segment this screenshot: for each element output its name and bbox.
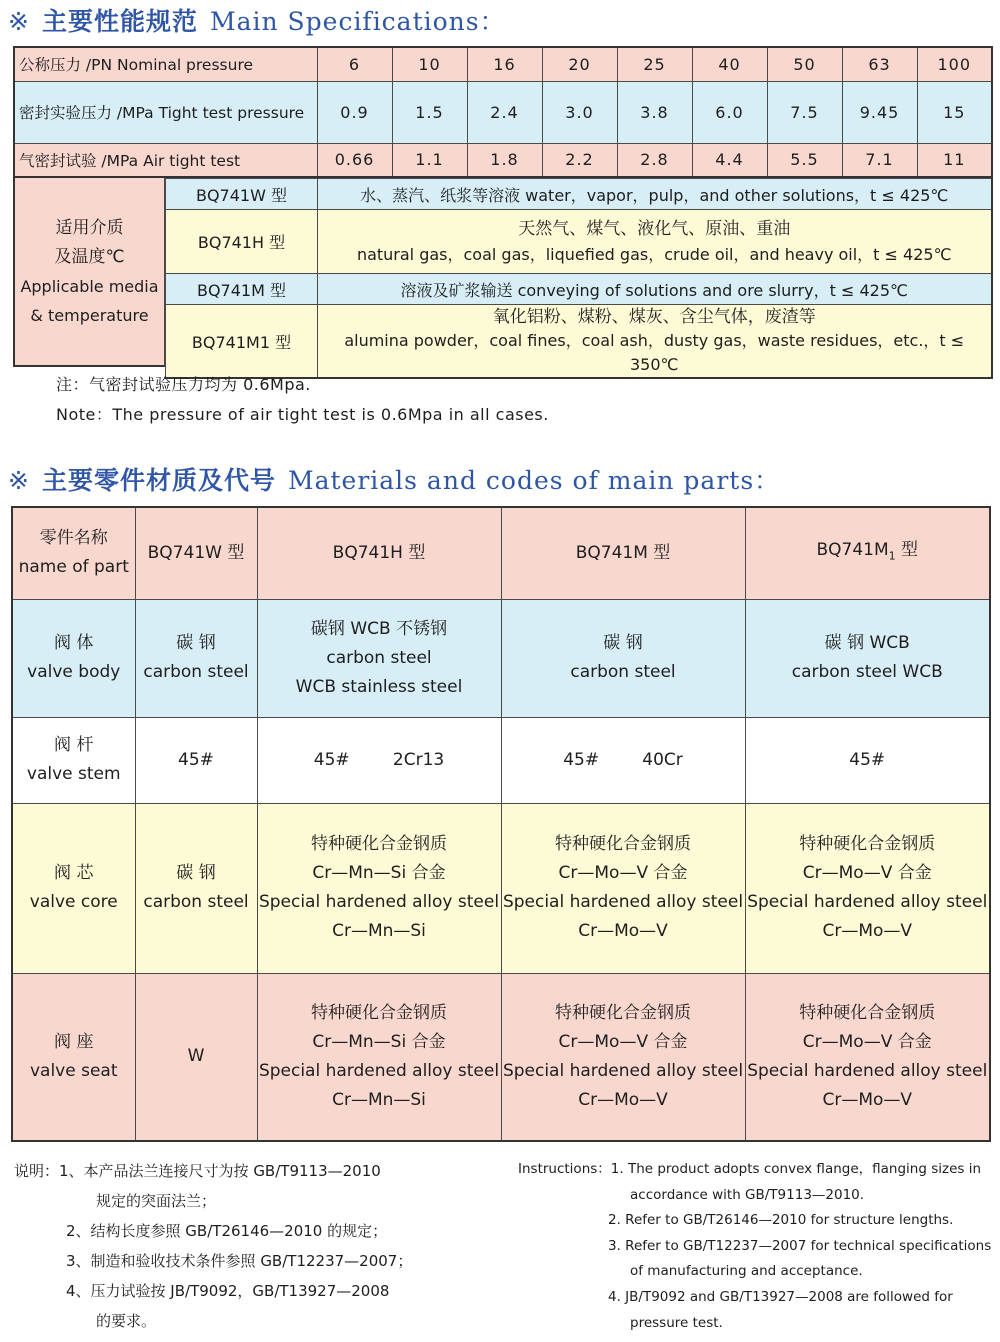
material-cell	[501, 717, 745, 803]
section-title-en: Main Specifications：	[209, 7, 506, 36]
material-cell	[745, 973, 990, 1141]
material-line: carbon steel	[143, 662, 249, 682]
media-desc: 溶液及矿浆输送 conveying of solutions and ore slurry，t ≤ 425℃	[318, 274, 992, 305]
mat-row-valve-stem	[12, 717, 990, 803]
spec-row-tight-test	[14, 81, 992, 143]
model-header-subscript: 1	[888, 549, 896, 563]
media-row-m	[166, 274, 992, 305]
part-name-cell	[12, 599, 135, 717]
material-line: Special hardened alloy steel	[258, 1060, 500, 1081]
spec-cell: 7.1	[842, 143, 917, 177]
model-header-base: BQ741M	[816, 540, 889, 561]
material-cell	[501, 599, 745, 717]
material-cell	[745, 717, 990, 803]
material-line: carbon steel	[570, 662, 676, 682]
media-label-cell	[13, 178, 165, 367]
spec-cell: 100	[917, 47, 992, 81]
section-title-zh: 主要性能规范	[41, 7, 198, 36]
mat-row-valve-seat	[12, 973, 990, 1141]
note-en: Note：The pressure of air tight test is 0.6Mpa in all cases.	[56, 405, 549, 424]
media-model: BQ741M1 型	[166, 305, 318, 379]
material-cell	[257, 717, 501, 803]
reference-mark: ※	[8, 7, 30, 36]
material-cell	[745, 599, 990, 717]
mat-row-valve-core	[12, 803, 990, 973]
material-line: 碳 钢	[603, 633, 643, 653]
instructions-en	[518, 1157, 991, 1336]
media-label: Applicable media	[20, 276, 159, 296]
mat-header-part	[12, 507, 135, 599]
media-row-w	[166, 179, 992, 210]
material-line: WCB stainless steel	[295, 676, 463, 697]
material-line: Cr—Mo—V 合金	[558, 863, 688, 883]
part-name-en: valve seat	[29, 1060, 118, 1081]
spec-cell: 1.1	[392, 143, 467, 177]
spec-cell: 2.4	[467, 81, 542, 143]
media-label: 适用介质	[55, 217, 124, 238]
material-cell	[257, 973, 501, 1141]
spec-cell: 3.8	[617, 81, 692, 143]
instruction-line: pressure test.	[630, 1314, 723, 1331]
spec-cell: 4.4	[692, 143, 767, 177]
spec-cell: 7.5	[767, 81, 842, 143]
material-line: Special hardened alloy steel	[747, 892, 988, 912]
spec-cell: 0.66	[317, 143, 392, 177]
materials-table	[11, 506, 991, 1142]
material-cell	[135, 599, 257, 717]
part-header-en: name of part	[18, 557, 129, 578]
material-line: 碳 钢	[176, 633, 216, 653]
media-label: & temperature	[30, 305, 149, 325]
part-name-zh: 阀 杆	[54, 735, 94, 755]
spec-label: 密封实验压力 /MPa Tight test pressure	[14, 81, 317, 143]
instruction-line: Instructions：1. The product adopts convex flange，flanging sizes in	[518, 1161, 982, 1177]
section-title-en: Materials and codes of main parts：	[287, 466, 781, 495]
spec-cell: 16	[467, 47, 542, 81]
material-line: 特种硬化合金钢质	[311, 1002, 447, 1023]
part-name-en: valve body	[27, 662, 121, 682]
spec-row-nominal	[14, 47, 992, 81]
section-title-zh: 主要零件材质及代号	[41, 466, 276, 495]
spec-cell: 1.5	[392, 81, 467, 143]
spec-table	[13, 46, 993, 178]
note-zh: 注：气密封试验压力均为 0.6Mpa.	[56, 375, 311, 394]
material-cell	[745, 803, 990, 973]
material-line: 45# 40Cr	[563, 749, 683, 770]
material-cell	[501, 803, 745, 973]
spec-cell: 6.0	[692, 81, 767, 143]
spec-cell: 2.2	[542, 143, 617, 177]
part-name-en: valve core	[29, 892, 118, 912]
instruction-line: of manufacturing and acceptance.	[630, 1263, 863, 1280]
instruction-line: 2、结构长度参照 GB/T26146—2010 的规定；	[66, 1222, 388, 1240]
spec-cell: 15	[917, 81, 992, 143]
part-header-zh: 零件名称	[39, 528, 108, 549]
material-line: carbon steel	[143, 892, 249, 912]
spec-cell: 3.0	[542, 81, 617, 143]
part-name-zh: 阀 芯	[54, 863, 94, 883]
reference-mark: ※	[8, 466, 30, 495]
spec-cell: 10	[392, 47, 467, 81]
model-header: BQ741H 型	[257, 507, 501, 599]
media-label: 及温度℃	[54, 246, 125, 267]
instruction-line: 的要求。	[96, 1312, 157, 1330]
material-line: 特种硬化合金钢质	[555, 834, 691, 854]
spec-cell: 25	[617, 47, 692, 81]
material-line: W	[187, 1046, 205, 1067]
media-desc-en: natural gas，coal gas，liquefied gas，crude oil，and heavy oil，t ≤ 425℃	[356, 244, 952, 264]
instruction-line: 4. JB/T9092 and GB/T13927—2008 are followed for	[608, 1288, 953, 1305]
material-line: Cr—Mn—Si	[332, 1089, 426, 1110]
instruction-line: 2. Refer to GB/T26146—2010 for structure lengths.	[608, 1212, 954, 1229]
section-title-specs	[8, 2, 506, 38]
spec-cell: 9.45	[842, 81, 917, 143]
material-line: Cr—Mo—V	[822, 921, 913, 941]
material-line: Special hardened alloy steel	[747, 1060, 988, 1081]
instruction-line: 4、压力试验按 JB/T9092，GB/T13927—2008	[66, 1282, 390, 1300]
material-cell	[257, 599, 501, 717]
material-line: Cr—Mn—Si	[332, 921, 426, 941]
model-header-suffix: 型	[895, 540, 919, 561]
media-model: BQ741W 型	[166, 179, 318, 210]
material-line: Cr—Mn—Si 合金	[312, 863, 446, 883]
mat-row-valve-body	[12, 599, 990, 717]
material-line: 45#	[849, 749, 886, 770]
part-name-en: valve stem	[26, 764, 121, 784]
mat-header-row	[12, 507, 990, 599]
material-cell	[135, 973, 257, 1141]
material-cell	[135, 717, 257, 803]
instruction-line: 3. Refer to GB/T12237—2007 for technical specifications	[608, 1237, 992, 1254]
media-desc-cell	[318, 210, 992, 274]
material-line: 特种硬化合金钢质	[311, 834, 447, 854]
spec-cell: 20	[542, 47, 617, 81]
spec-row-air-tight	[14, 143, 992, 177]
material-cell	[135, 803, 257, 973]
media-model: BQ741H 型	[166, 210, 318, 274]
spec-label: 气密封试验 /MPa Air tight test	[14, 143, 317, 177]
material-line: 碳 钢 WCB	[824, 633, 910, 653]
media-desc-zh: 氧化铝粉、煤粉、煤灰、含尘气体，废渣等	[492, 307, 816, 327]
part-name-cell	[12, 973, 135, 1141]
material-line: 特种硬化合金钢质	[555, 1002, 691, 1023]
media-table	[165, 178, 993, 379]
part-name-cell	[12, 803, 135, 973]
material-line: Cr—Mo—V 合金	[802, 863, 932, 883]
material-line: 碳钢 WCB 不锈钢	[310, 618, 448, 639]
material-cell	[501, 973, 745, 1141]
spec-cell: 0.9	[317, 81, 392, 143]
spec-cell: 1.8	[467, 143, 542, 177]
material-line: 45#	[178, 749, 214, 770]
media-row-m1	[166, 305, 992, 379]
section-title-materials	[8, 461, 780, 497]
part-name-zh: 阀 座	[54, 1031, 94, 1052]
model-header: BQ741W 型	[135, 507, 257, 599]
material-line: Cr—Mn—Si 合金	[312, 1031, 446, 1052]
instruction-line: 说明：1、本产品法兰连接尺寸为按 GB/T9113—2010	[14, 1162, 381, 1180]
media-row-h	[166, 210, 992, 274]
media-model: BQ741M 型	[166, 274, 318, 305]
spec-cell: 40	[692, 47, 767, 81]
instruction-line: 规定的突面法兰；	[96, 1192, 217, 1210]
material-line: carbon steel	[326, 647, 432, 668]
media-desc-cell	[318, 305, 992, 379]
part-name-cell	[12, 717, 135, 803]
instructions-zh	[14, 1156, 412, 1336]
material-line: Special hardened alloy steel	[502, 1060, 744, 1081]
model-header-m1	[745, 507, 990, 599]
part-name-zh: 阀 体	[54, 633, 94, 653]
spec-cell: 11	[917, 143, 992, 177]
media-desc-en: alumina powder，coal fines，coal ash，dusty gas，waste residues，etc.，t ≤ 350℃	[344, 331, 965, 374]
material-cell	[257, 803, 501, 973]
material-line: Cr—Mo—V 合金	[558, 1031, 688, 1052]
media-desc-zh: 天然气、煤气、液化气、原油、重油	[518, 218, 791, 239]
material-line: Special hardened alloy steel	[502, 892, 744, 912]
media-desc: 水、蒸汽、纸浆等溶液 water，vapor，pulp，and other solutions，t ≤ 425℃	[318, 179, 992, 210]
material-line: 特种硬化合金钢质	[799, 834, 936, 854]
material-line: Cr—Mo—V	[578, 1089, 668, 1110]
spec-cell: 63	[842, 47, 917, 81]
spec-cell: 2.8	[617, 143, 692, 177]
spec-cell: 6	[317, 47, 392, 81]
material-line: 45# 2Cr13	[313, 749, 445, 770]
instruction-line: accordance with GB/T9113—2010.	[630, 1186, 865, 1203]
material-line: Cr—Mo—V	[822, 1089, 913, 1110]
spec-cell: 5.5	[767, 143, 842, 177]
material-line: Special hardened alloy steel	[258, 892, 500, 912]
material-line: 特种硬化合金钢质	[799, 1002, 936, 1023]
spec-cell: 50	[767, 47, 842, 81]
material-line: carbon steel WCB	[791, 662, 943, 682]
spec-label: 公称压力 /PN Nominal pressure	[14, 47, 317, 81]
material-line: Cr—Mo—V	[578, 921, 668, 941]
model-header: BQ741M 型	[501, 507, 745, 599]
instruction-line: 3、制造和验收技术条件参照 GB/T12237—2007；	[66, 1252, 413, 1270]
material-line: 碳 钢	[176, 863, 216, 883]
material-line: Cr—Mo—V 合金	[802, 1031, 932, 1052]
